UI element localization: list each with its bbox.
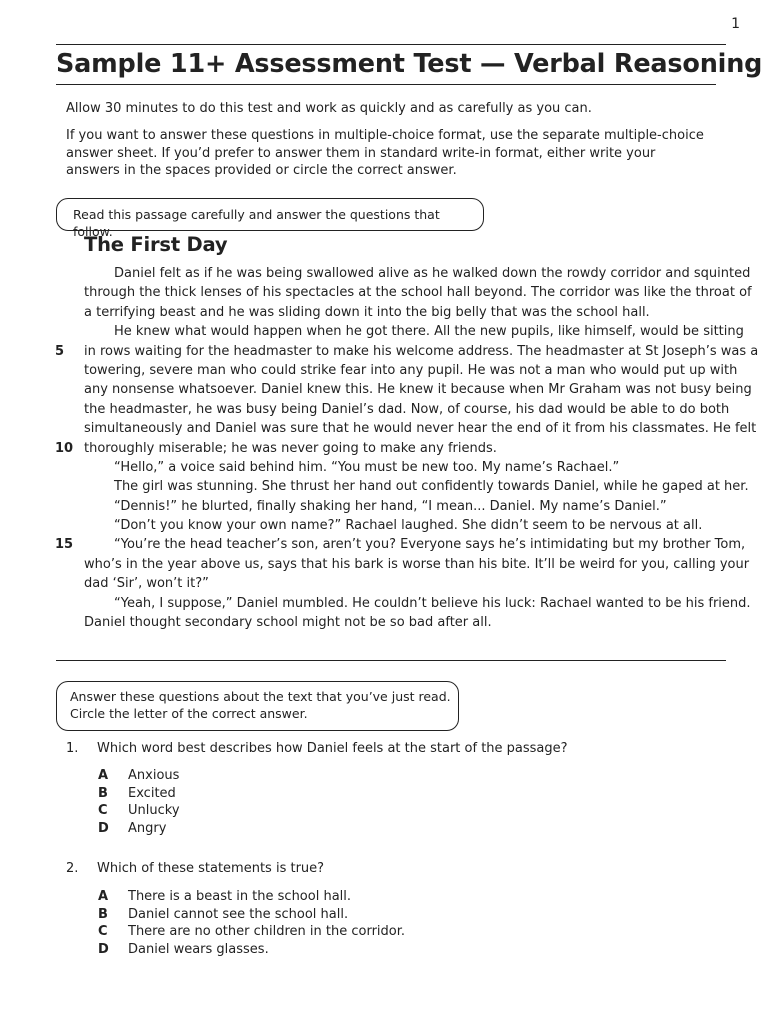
passage-line [55, 342, 759, 361]
line-number: 5 [55, 343, 65, 359]
passage-line-text: thoroughly miserable; he was never going to make any friends. [84, 440, 497, 456]
passage-line-text: “Dennis!” he blurted, finally shaking her hand, “I mean... Daniel. My name’s Daniel.” [114, 498, 667, 514]
passage-line [84, 322, 744, 341]
passage-line-text: a terrifying beast and he was sliding down it into the big belly that was the school hall. [84, 304, 650, 320]
answer-options [98, 767, 180, 838]
option-text: There is a beast in the school hall. [128, 889, 352, 904]
passage-line [84, 555, 750, 574]
passage-line-text: Daniel felt as if he was being swallowed alive as he walked down the rowdy corridor and squinted [114, 266, 751, 281]
passage-line [55, 439, 734, 458]
page-title: Sample 11+ Assessment Test — Verbal Reasoning [56, 49, 763, 79]
answer-options [98, 888, 405, 959]
answer-option-c[interactable] [98, 802, 180, 820]
passage-line-text: the headmaster, he was busy being Daniel’s dad. Now, of course, his dad would be able to do both [84, 401, 730, 417]
option-letter: D [98, 942, 109, 958]
passage-line-text: any nonsense whatsoever. Daniel knew this. He knew it because when Mr Graham was not busy being [84, 382, 752, 398]
passage-line-text: “Hello,” a voice said behind him. “You must be new too. My name’s Rachael.” [114, 459, 620, 475]
passage-line-text: “You’re the head teacher’s son, aren’t you? Everyone says he’s intimidating but my brother Tom, [114, 537, 746, 553]
page-number: 1 [731, 16, 740, 32]
passage-instruction-box [56, 198, 484, 239]
option-letter: B [98, 785, 108, 801]
passage-line [84, 361, 738, 380]
line-number: 15 [55, 537, 74, 553]
option-text: Unlucky [128, 803, 180, 819]
question-number: 1. [66, 741, 79, 756]
passage-line-text: dad ‘Sir’, won’t it?” [84, 576, 209, 592]
option-letter: D [98, 821, 109, 837]
option-text: Angry [128, 821, 167, 837]
passage-line-text: who’s in the year above us, says that his bark is worse than his bite. It’ll be weird for you, calling your [84, 556, 750, 572]
passage-line [55, 535, 746, 554]
passage-line [84, 380, 752, 399]
questions-instruction-line-1: Answer these questions about the text that you’ve just read. [70, 689, 451, 704]
answer-option-a[interactable] [98, 767, 180, 785]
option-text: There are no other children in the corridor. [128, 924, 406, 940]
questions-instruction-line-2: Circle the letter of the correct answer. [70, 706, 308, 721]
question-number: 2. [66, 861, 79, 876]
option-letter: C [98, 924, 108, 940]
passage-line [84, 458, 734, 477]
intro-format-note: If you want to answer these questions in multiple-choice format, use the separate multiple-choice answer sheet. If you’d prefer to answer them in standard write-in format, either write your answers in the spaces provided or circle the correct answer. [66, 128, 704, 178]
passage-line [84, 613, 734, 632]
passage-line [84, 516, 734, 535]
option-text: Anxious [128, 768, 180, 783]
passage-line-text: Daniel thought secondary school might not be so bad after all. [84, 615, 492, 631]
passage-line [84, 264, 751, 283]
option-letter: B [98, 906, 108, 922]
answer-option-b[interactable] [98, 785, 180, 803]
passage-line-text: The girl was stunning. She thrust her hand out confidently towards Daniel, while he gaped at her. [114, 479, 749, 495]
option-text: Excited [128, 785, 176, 801]
option-text: Daniel cannot see the school hall. [128, 906, 349, 922]
option-letter: A [98, 768, 109, 783]
intro-time-note: Allow 30 minutes to do this test and work as quickly and as carefully as you can. [66, 101, 592, 116]
passage-line [84, 574, 734, 593]
option-text: Daniel wears glasses. [128, 942, 269, 958]
answer-option-d[interactable] [98, 820, 180, 838]
title-rule [56, 84, 716, 85]
passage-line-text: towering, severe man who could strike fear into any pupil. He was not a man who would put up with [84, 362, 738, 378]
passage-line-text: through the thick lenses of his spectacles at the school hall beyond. The corridor was like the throat of [84, 285, 752, 301]
passage-line [84, 400, 734, 419]
passage [55, 264, 759, 632]
option-letter: C [98, 803, 108, 819]
passage-line-text: simultaneously and Daniel was sure that he would never hear the end of it from his classmates. He felt [84, 421, 757, 437]
option-letter: A [98, 889, 109, 904]
passage-line-text: “Yeah, I suppose,” Daniel mumbled. He couldn’t believe his luck: Rachael wanted to be his friend. [114, 595, 751, 611]
section-divider [56, 660, 726, 661]
line-number: 10 [55, 440, 74, 456]
question-text: Which word best describes how Daniel feels at the start of the passage? [97, 741, 568, 756]
answer-option-a[interactable] [98, 888, 405, 906]
passage-line-text: “Don’t you know your own name?” Rachael laughed. She didn’t seem to be nervous at all. [114, 518, 703, 534]
answer-option-d[interactable] [98, 941, 405, 959]
passage-line [84, 283, 752, 302]
question-text: Which of these statements is true? [97, 861, 325, 876]
story-title: The First Day [84, 233, 228, 256]
passage-line [84, 477, 749, 496]
top-rule [56, 44, 726, 45]
questions-instruction-box [56, 681, 459, 731]
passage-line [84, 497, 734, 516]
passage-instruction-text: Read this passage carefully and answer the questions that follow. [73, 207, 440, 239]
passage-line [84, 303, 734, 322]
passage-line-text: He knew what would happen when he got there. All the new pupils, like himself, would be sitting [114, 324, 744, 340]
answer-option-b[interactable] [98, 906, 405, 924]
passage-line [84, 419, 757, 438]
passage-line-text: in rows waiting for the headmaster to make his welcome address. The headmaster at St Joseph’s was a [84, 343, 759, 359]
passage-line [84, 594, 751, 613]
answer-option-c[interactable] [98, 923, 405, 941]
